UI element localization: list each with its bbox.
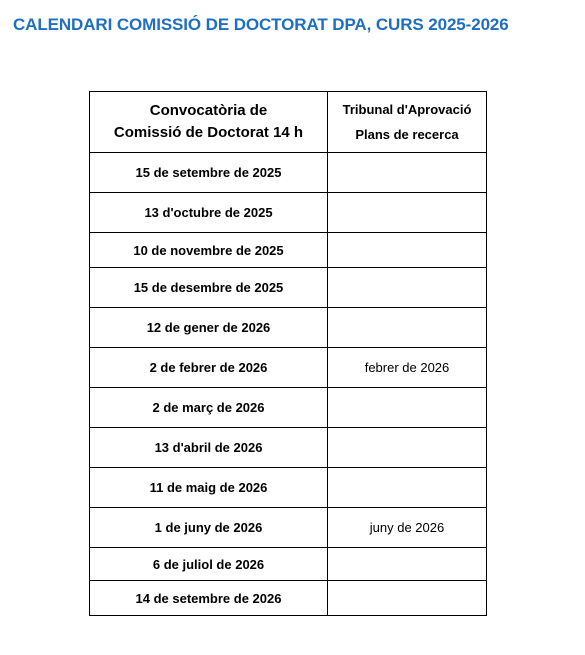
approval-cell: juny de 2026 — [328, 508, 487, 548]
date-cell: 15 de desembre de 2025 — [90, 268, 328, 308]
approval-cell — [328, 581, 487, 616]
table-row — [90, 468, 487, 508]
table-row — [90, 308, 487, 348]
date-cell: 10 de novembre de 2025 — [90, 233, 328, 268]
header-convocatoria — [90, 92, 328, 153]
approval-cell: febrer de 2026 — [328, 348, 487, 388]
date-cell: 15 de setembre de 2025 — [90, 153, 328, 193]
table-row — [90, 388, 487, 428]
table-header-row — [90, 92, 487, 153]
table-row — [90, 268, 487, 308]
table-row — [90, 508, 487, 548]
date-cell: 2 de febrer de 2026 — [90, 348, 328, 388]
header-tribunal — [328, 92, 487, 153]
table-row — [90, 428, 487, 468]
approval-cell — [328, 428, 487, 468]
approval-cell — [328, 548, 487, 581]
date-cell: 14 de setembre de 2026 — [90, 581, 328, 616]
header-convocatoria-line2: Comissió de Doctorat 14 h — [113, 124, 304, 141]
table-row — [90, 193, 487, 233]
header-convocatoria-line1: Convocatòria de — [149, 102, 268, 119]
table-row — [90, 233, 487, 268]
date-cell: 13 d'abril de 2026 — [90, 428, 328, 468]
table-row — [90, 581, 487, 616]
header-tribunal-line2: Plans de recerca — [355, 127, 459, 142]
table-row — [90, 348, 487, 388]
page-title: CALENDARI COMISSIÓ DE DOCTORAT DPA, CURS 2025-2026 — [13, 15, 509, 34]
date-cell: 11 de maig de 2026 — [90, 468, 328, 508]
calendar-table — [89, 91, 487, 616]
table-row — [90, 153, 487, 193]
date-cell: 2 de març de 2026 — [90, 388, 328, 428]
date-cell: 1 de juny de 2026 — [90, 508, 328, 548]
approval-cell — [328, 468, 487, 508]
approval-cell — [328, 388, 487, 428]
date-cell: 13 d'octubre de 2025 — [90, 193, 328, 233]
approval-cell — [328, 193, 487, 233]
approval-cell — [328, 153, 487, 193]
header-tribunal-line1: Tribunal d'Aprovació — [342, 102, 472, 117]
date-cell: 12 de gener de 2026 — [90, 308, 328, 348]
approval-cell — [328, 268, 487, 308]
approval-cell — [328, 233, 487, 268]
approval-cell — [328, 308, 487, 348]
table-row — [90, 548, 487, 581]
date-cell: 6 de juliol de 2026 — [90, 548, 328, 581]
